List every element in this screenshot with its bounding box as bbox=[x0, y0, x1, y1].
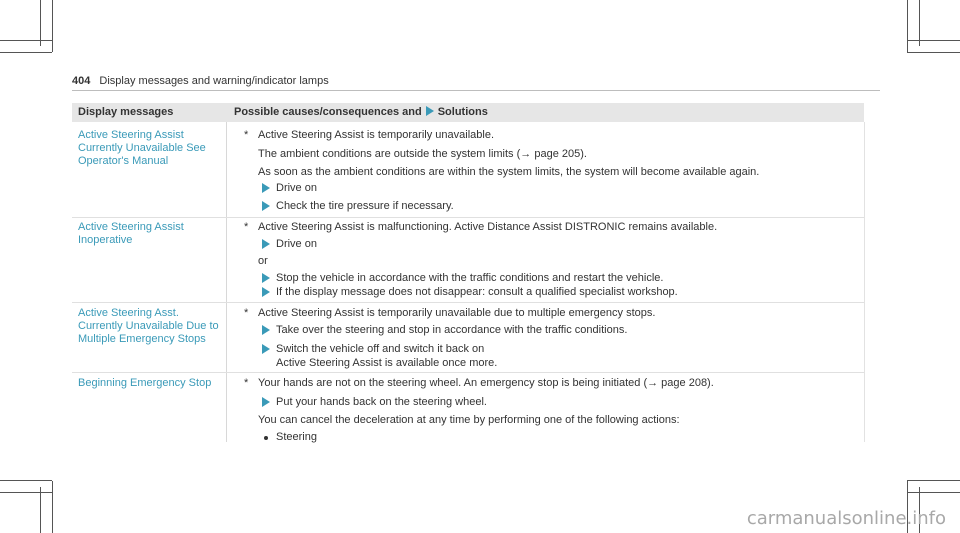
action-arrow-icon bbox=[262, 397, 270, 407]
action-arrow-icon bbox=[262, 287, 270, 297]
page-title: Display messages and warning/indicator lamps bbox=[99, 75, 329, 87]
action-arrow-icon bbox=[262, 239, 270, 249]
column-header-causes bbox=[228, 103, 864, 122]
crop-mark bbox=[52, 0, 53, 52]
bullet-dot-icon bbox=[264, 436, 268, 440]
crop-mark bbox=[907, 0, 908, 52]
cause-text: Active Steering Assist is temporarily unavailable due to multiple emergency stops. bbox=[258, 307, 656, 319]
cause-text: The ambient conditions are outside the system limits (→ page 205). bbox=[258, 148, 587, 160]
asterisk-marker: * bbox=[244, 377, 249, 389]
row-separator bbox=[72, 302, 864, 303]
row-separator bbox=[72, 372, 864, 373]
crop-mark bbox=[40, 487, 41, 533]
crop-mark bbox=[0, 52, 52, 53]
crop-mark bbox=[908, 492, 960, 493]
display-message: Active Steering Assist Currently Unavailable See Operator's Manual bbox=[78, 129, 206, 167]
table-right-border bbox=[864, 122, 865, 442]
crop-mark bbox=[52, 481, 53, 533]
solution-text: Switch the vehicle off and switch it back on bbox=[276, 343, 485, 355]
or-text: or bbox=[258, 255, 268, 267]
watermark: carmanualsonline.info bbox=[746, 508, 946, 529]
cause-text: Active Steering Assist is temporarily unavailable. bbox=[258, 129, 494, 141]
column-divider bbox=[226, 122, 227, 442]
cause-text: Active Steering Assist is malfunctioning. Active Distance Assist DISTRONIC remains available. bbox=[258, 221, 718, 233]
action-arrow-icon bbox=[262, 325, 270, 335]
play-arrow-icon bbox=[426, 106, 434, 116]
solution-text: Take over the steering and stop in accordance with the traffic conditions. bbox=[276, 324, 628, 336]
action-arrow-icon bbox=[262, 344, 270, 354]
column-header-solutions-label: Solutions bbox=[437, 106, 488, 118]
crop-mark bbox=[0, 492, 52, 493]
action-arrow-icon bbox=[262, 273, 270, 283]
solution-text: Drive on bbox=[276, 182, 317, 194]
cause-text: As soon as the ambient conditions are within the system limits, the system will become available again. bbox=[258, 166, 760, 178]
solution-text: If the display message does not disappear: consult a qualified specialist workshop. bbox=[276, 286, 678, 298]
crop-mark bbox=[0, 480, 52, 481]
asterisk-marker: * bbox=[244, 307, 249, 319]
result-text: Active Steering Assist is available once more. bbox=[276, 357, 498, 369]
solution-text: Put your hands back on the steering wheel. bbox=[276, 396, 487, 408]
page-header bbox=[72, 75, 329, 87]
asterisk-marker: * bbox=[244, 221, 249, 233]
display-message: Beginning Emergency Stop bbox=[78, 377, 212, 389]
bullet-text: Steering bbox=[276, 431, 317, 443]
action-arrow-icon bbox=[262, 183, 270, 193]
asterisk-marker: * bbox=[244, 129, 249, 141]
column-header-messages: Display messages bbox=[72, 103, 230, 122]
column-header-causes-label: Possible causes/consequences and bbox=[234, 106, 422, 118]
solution-text: Check the tire pressure if necessary. bbox=[276, 200, 454, 212]
header-rule bbox=[72, 90, 880, 91]
cause-text: Your hands are not on the steering wheel. An emergency stop is being initiated (→ page 208). bbox=[258, 377, 714, 389]
crop-mark bbox=[908, 40, 960, 41]
solution-text: Stop the vehicle in accordance with the traffic conditions and restart the vehicle. bbox=[276, 272, 664, 284]
crop-mark bbox=[907, 52, 960, 53]
page-number: 404 bbox=[72, 75, 91, 87]
crop-mark bbox=[907, 480, 960, 481]
crop-mark bbox=[0, 40, 52, 41]
row-separator bbox=[72, 217, 864, 218]
solution-text: Drive on bbox=[276, 238, 317, 250]
display-message: Active Steering Assist Inoperative bbox=[78, 221, 184, 246]
display-message: Active Steering Asst. Currently Unavailable Due to Multiple Emergency Stops bbox=[78, 307, 219, 345]
info-text: You can cancel the deceleration at any time by performing one of the following actions: bbox=[258, 414, 680, 426]
action-arrow-icon bbox=[262, 201, 270, 211]
